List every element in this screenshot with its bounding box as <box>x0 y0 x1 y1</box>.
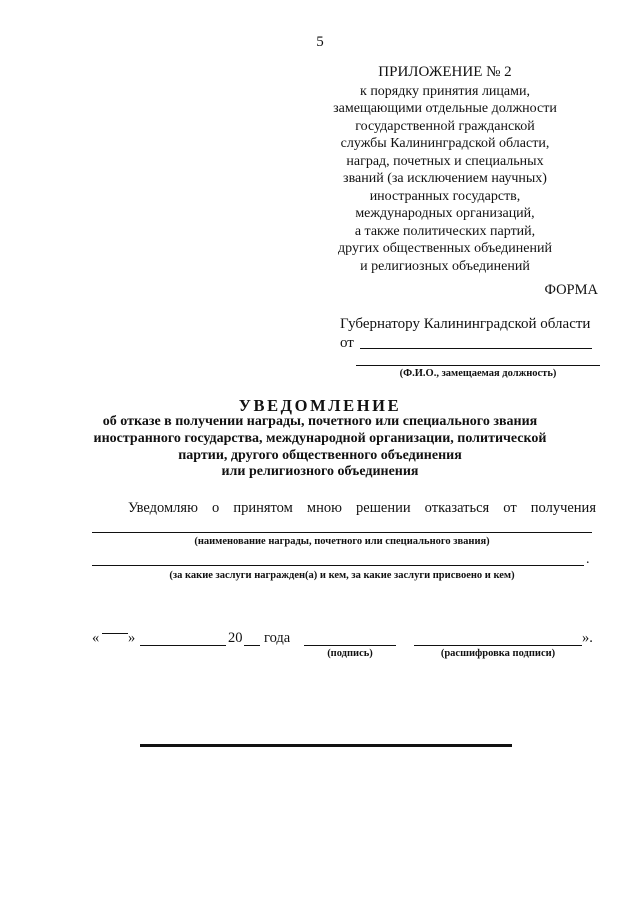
year-input-line[interactable] <box>244 645 260 646</box>
appendix-line: наград, почетных и специальных <box>346 153 544 169</box>
document-subtitle <box>80 414 560 481</box>
appendix-line: а также политических партий, <box>354 223 536 239</box>
day-input-line[interactable] <box>102 633 128 634</box>
signature-caption: (подпись) <box>327 648 373 659</box>
trailing-dot: . <box>586 552 590 567</box>
body-text: Уведомляю о принятом мною решении отказаться от получения <box>128 500 596 516</box>
document-title: УВЕДОМЛЕНИЕ <box>238 396 402 415</box>
appendix-header <box>300 64 590 275</box>
decryption-input-line[interactable] <box>414 645 582 646</box>
date-close-quote: » <box>128 630 136 646</box>
bottom-rule <box>140 744 512 747</box>
month-input-line[interactable] <box>140 645 226 646</box>
subtitle-line: партии, другого общественного объединения <box>178 447 462 463</box>
subtitle-line: об отказе в получении награды, почетного или специального звания <box>102 414 538 429</box>
date-end-quote: ». <box>582 630 593 646</box>
page-number: 5 <box>316 34 324 50</box>
appendix-line: государственной гражданской <box>355 118 535 134</box>
appendix-line: и религиозных объединений <box>360 258 530 274</box>
subtitle-line: иностранного государства, международной организации, политической <box>93 430 547 446</box>
from-label: от <box>340 335 354 351</box>
appendix-line: международных организаций, <box>355 206 535 221</box>
appendix-title: ПРИЛОЖЕНИЕ № 2 <box>378 64 512 80</box>
year-prefix: 20 <box>228 630 243 646</box>
appendix-line: иностранных государств, <box>369 188 521 204</box>
appendix-line: службы Калининградской области, <box>340 136 550 151</box>
addressee: Губернатору Калининградской области <box>340 316 591 332</box>
fio-input-line[interactable] <box>356 365 600 366</box>
form-label: ФОРМА <box>544 282 598 298</box>
appendix-line: замещающими отдельные должности <box>333 101 557 116</box>
from-input-line[interactable] <box>360 348 592 349</box>
subtitle-line: или религиозного объединения <box>221 464 419 480</box>
year-suffix: года <box>264 630 291 646</box>
appendix-line: званий (за исключением научных) <box>343 171 547 186</box>
signature-input-line[interactable] <box>304 645 396 646</box>
decryption-caption: (расшифровка подписи) <box>440 648 556 659</box>
date-open-quote: « <box>92 630 100 646</box>
merit-caption: (за какие заслуги награжден(а) и кем, за какие заслуги присвоено и кем) <box>169 570 515 581</box>
award-input-line[interactable] <box>92 532 592 533</box>
appendix-line: к порядку принятия лицами, <box>360 83 530 99</box>
award-caption: (наименование награды, почетного или специального звания) <box>194 536 490 547</box>
merit-input-line[interactable] <box>92 565 584 566</box>
fio-caption: (Ф.И.О., замещаемая должность) <box>399 368 557 379</box>
appendix-line: других общественных объединений <box>338 241 552 256</box>
